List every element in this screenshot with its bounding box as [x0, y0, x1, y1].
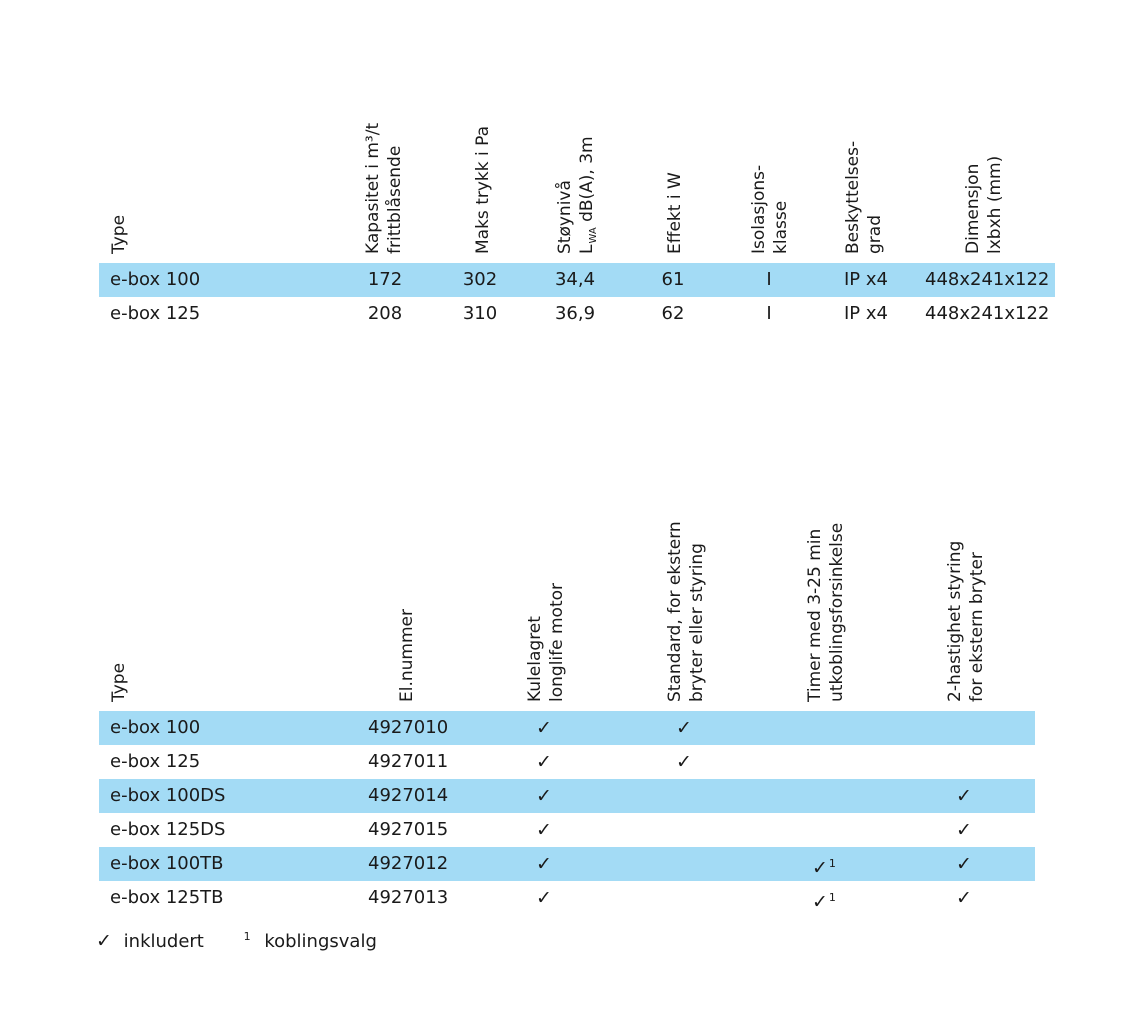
header-effekt — [664, 172, 686, 254]
cell-effekt: 62 — [661, 303, 685, 324]
header-timer — [804, 523, 848, 702]
cell-dimensjon: 448x241x122 — [925, 303, 1050, 324]
header-type-label: Type — [109, 214, 129, 254]
cell-type: e-box 125DS — [110, 819, 226, 840]
header-stoy-sub: WA — [588, 227, 599, 244]
cell-type: e-box 125 — [110, 751, 201, 772]
check-icon: ✓ — [536, 819, 552, 841]
header-beskyttelse — [842, 141, 886, 254]
header-hastighet — [944, 541, 988, 702]
cell-elnummer: 4927010 — [368, 717, 449, 738]
check-icon: ✓ — [956, 887, 972, 909]
check-icon: ✓ — [956, 819, 972, 841]
header-stoy-line1: Støynivå — [555, 180, 575, 254]
table-row — [99, 847, 1035, 881]
header-standard-line2: bryter eller styring — [687, 543, 707, 702]
header-dimensjon-line2: lxbxh (mm) — [985, 155, 1005, 254]
check-icon — [672, 847, 696, 881]
header-maks-trykk — [472, 126, 494, 254]
table-row — [99, 263, 1055, 297]
cell-type: e-box 125TB — [110, 887, 224, 908]
header-beskyttelse-line1: Beskyttelses- — [843, 140, 863, 254]
legend-footnote-mark: 1 — [243, 930, 251, 943]
table-row — [99, 881, 1035, 915]
check-icon: ✓ — [956, 853, 972, 875]
header-stoy-line2 — [576, 136, 605, 254]
check-icon — [952, 745, 976, 779]
header-beskyttelse-line2: grad — [865, 215, 885, 254]
legend-footnote-label: koblingsvalg — [264, 931, 377, 952]
header-kapasitet — [362, 123, 406, 254]
header-dimensjon — [962, 156, 1006, 254]
check-icon: ✓ — [536, 785, 552, 807]
cell-timer — [812, 745, 813, 779]
table-row — [99, 745, 1035, 779]
table-row — [99, 297, 1055, 331]
header-kapasitet-line1: Kapasitet i m³/t — [363, 122, 383, 254]
cell-elnummer: 4927014 — [368, 785, 449, 806]
header-dimensjon-line1: Dimensjon — [963, 163, 983, 254]
check-icon: ✓ — [812, 891, 828, 913]
cell-type: e-box 100TB — [110, 853, 224, 874]
header-isolasjon-line2: klasse — [771, 200, 791, 254]
check-icon: ✓ — [812, 857, 828, 879]
cell-beskyttelse: IP x4 — [844, 303, 888, 324]
header-stoynivaa — [554, 136, 605, 254]
cell-isolasjon: I — [766, 303, 772, 324]
cell-type: e-box 100 — [110, 269, 201, 290]
footnote-mark: 1 — [828, 891, 836, 904]
cell-timer — [812, 711, 813, 745]
header-hastighet-line1: 2-hastighet styring — [945, 540, 965, 702]
cell-elnummer: 4927011 — [368, 751, 449, 772]
cell-timer — [812, 813, 813, 847]
header-kulelagret — [524, 583, 568, 702]
check-icon — [952, 711, 976, 745]
header-kapasitet-line2: frittblåsende — [385, 145, 405, 254]
check-icon — [672, 881, 696, 915]
cell-trykk: 310 — [462, 303, 498, 324]
header-effekt-label: Effekt i W — [665, 172, 685, 254]
header-stoy-l: L — [577, 244, 597, 254]
cell-type: e-box 100DS — [110, 785, 226, 806]
table-row — [99, 779, 1035, 813]
check-icon — [672, 779, 696, 813]
header-type — [108, 215, 130, 254]
header-type-2 — [108, 663, 130, 702]
cell-timer — [812, 779, 813, 813]
header-kulelagret-line1: Kulelagret — [525, 616, 545, 702]
header-hastighet-line2: for ekstern bryter — [967, 552, 987, 702]
table-row — [99, 813, 1035, 847]
header-standard — [664, 521, 708, 702]
cell-trykk: 302 — [462, 269, 498, 290]
cell-timer — [812, 847, 836, 881]
cell-elnummer: 4927012 — [368, 853, 449, 874]
cell-beskyttelse: IP x4 — [844, 269, 888, 290]
header-isolasjon-line1: Isolasjons- — [749, 164, 769, 254]
header-elnummer — [396, 609, 418, 702]
check-icon: ✓ — [536, 717, 552, 739]
cell-kapasitet: 172 — [367, 269, 403, 290]
table-row — [99, 711, 1035, 745]
header-isolasjon — [748, 165, 792, 254]
header-timer-line2: utkoblingsforsinkelse — [827, 522, 847, 702]
cell-elnummer: 4927013 — [368, 887, 449, 908]
check-icon: ✓ — [676, 717, 692, 739]
cell-dimensjon: 448x241x122 — [925, 269, 1050, 290]
header-standard-line1: Standard, for ekstern — [665, 521, 685, 702]
cell-stoy: 34,4 — [554, 269, 596, 290]
cell-isolasjon: I — [766, 269, 772, 290]
cell-effekt: 61 — [661, 269, 685, 290]
header-maks-trykk-label: Maks trykk i Pa — [473, 125, 493, 254]
check-icon: ✓ — [96, 930, 112, 952]
header-kulelagret-line2: longlife motor — [547, 583, 567, 702]
check-icon: ✓ — [536, 853, 552, 875]
check-icon: ✓ — [536, 751, 552, 773]
check-icon: ✓ — [956, 785, 972, 807]
footnote-mark: 1 — [828, 857, 836, 870]
check-icon: ✓ — [676, 751, 692, 773]
legend-check-label: inkludert — [123, 931, 204, 952]
header-elnummer-label: El.nummer — [397, 609, 417, 702]
cell-kapasitet: 208 — [367, 303, 403, 324]
cell-type: e-box 125 — [110, 303, 201, 324]
header-type-2-label: Type — [109, 662, 129, 702]
cell-type: e-box 100 — [110, 717, 201, 738]
check-icon — [672, 813, 696, 847]
check-icon: ✓ — [536, 887, 552, 909]
cell-stoy: 36,9 — [554, 303, 596, 324]
cell-timer — [812, 881, 836, 915]
legend — [96, 924, 377, 950]
header-stoy-rest: dB(A), 3m — [577, 136, 597, 228]
cell-elnummer: 4927015 — [368, 819, 449, 840]
header-timer-line1: Timer med 3-25 min — [805, 528, 825, 702]
